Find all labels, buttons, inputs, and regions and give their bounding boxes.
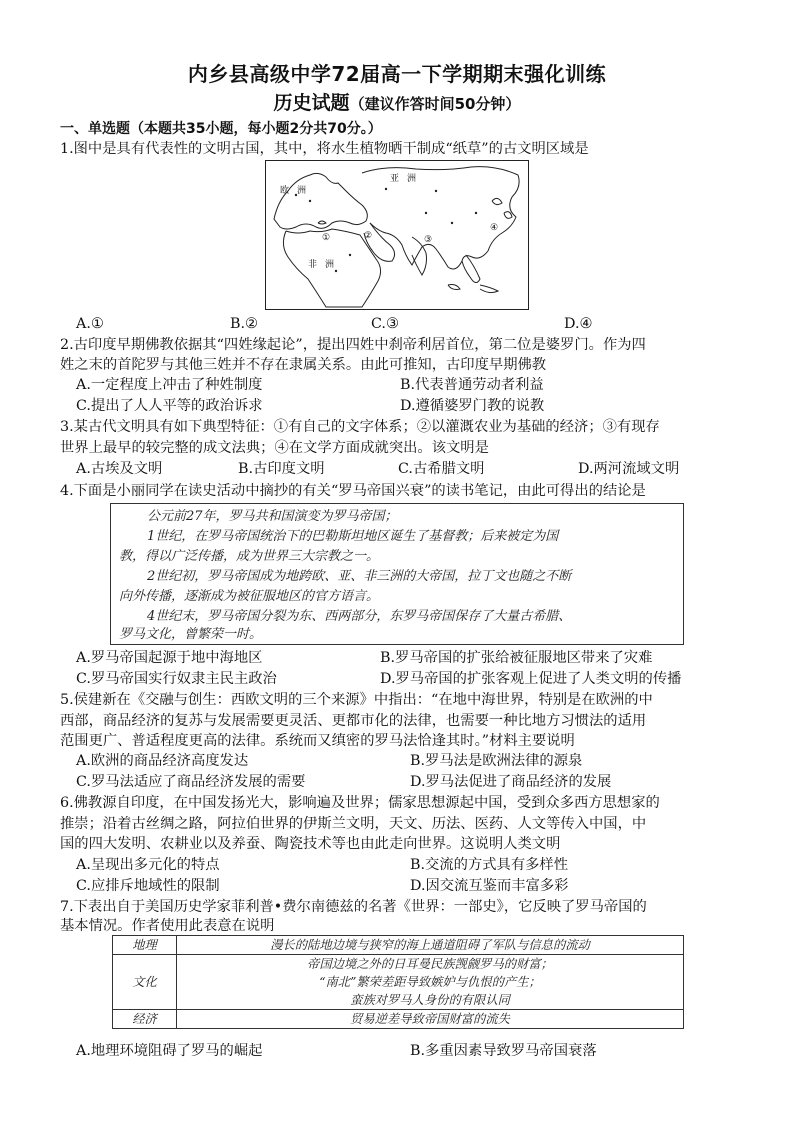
table-key-geography: 地理	[113, 936, 177, 955]
subject-title: 历史试题	[273, 92, 350, 114]
section-heading: 一、单选题（本题共35小题，每小题2分共70分。）	[60, 121, 382, 137]
table-key-economy: 经济	[113, 1010, 177, 1029]
q3-option-c[interactable]: C.古希腊文明	[398, 461, 485, 477]
exam-subtitle	[0, 88, 794, 115]
q4-quote-line1: 公元前27年，罗马共和国演变为罗马帝国；	[147, 509, 398, 524]
q4-quote-line5: 向外传播，逐渐成为被征服地区的官方语言。	[119, 589, 380, 604]
q2-option-d[interactable]: D.遵循婆罗门教的说教	[400, 398, 545, 414]
q2-stem-line1: 2.古印度早期佛教依据其“四姓缘起论”，提出四姓中刹帝利居首位，第二位是婆罗门。作为四	[60, 337, 646, 353]
q4-stem: 4.下面是小丽同学在读史活动中摘抄的有关“罗马帝国兴衰”的读书笔记，由此可得出的结论是	[60, 483, 646, 499]
q5-option-a[interactable]: A.欧洲的商品经济高度发达	[76, 753, 249, 769]
q5-option-c[interactable]: C.罗马法适应了商品经济发展的需要	[76, 774, 306, 790]
q7-table	[112, 935, 684, 1029]
q6-option-c[interactable]: C.应排斥地域性的限制	[76, 878, 220, 894]
q7-option-a[interactable]: A.地理环境阻碍了罗马的崛起	[76, 1043, 263, 1059]
q3-option-d[interactable]: D.两河流域文明	[578, 461, 680, 477]
q4-option-d[interactable]: D.罗马帝国的扩张客观上促进了人类文明的传播	[380, 671, 682, 687]
q4-option-b[interactable]: B.罗马帝国的扩张给被征服地区带来了灾难	[380, 650, 653, 666]
map-label-africa: 非洲	[308, 260, 343, 270]
q4-quote-line7: 罗马文化，曾繁荣一时。	[119, 627, 263, 642]
q4-option-c[interactable]: C.罗马帝国实行奴隶主民主政治	[76, 671, 277, 687]
map-marker-3: ③	[424, 235, 433, 245]
q2-option-a[interactable]: A.一定程度上冲击了种姓制度	[76, 377, 263, 393]
table-cell-line: 帝国边境之外的日耳曼民族觊觎罗马的财富；	[307, 957, 553, 971]
q2-option-c[interactable]: C.提出了人人平等的政治诉求	[76, 398, 263, 414]
table-row	[113, 936, 684, 955]
q5-stem-line3: 范围更广、普适程度更高的法律。系统而又缜密的罗马法恰逢其时。”材料主要说明	[60, 733, 575, 749]
q4-quote-box	[110, 503, 684, 645]
q6-option-a[interactable]: A.呈现出多元化的特点	[76, 857, 220, 873]
q1-option-d[interactable]: D.④	[564, 316, 593, 332]
map-label-europe: 欧洲	[280, 186, 315, 196]
q1-option-a[interactable]: A.①	[76, 316, 104, 332]
table-cell: 贸易逆差导致帝国财富的流失	[177, 1010, 684, 1029]
map-marker-2: ②	[364, 231, 373, 241]
q5-option-d[interactable]: D.罗马法促进了商品经济的发展	[410, 774, 612, 790]
q1-option-c[interactable]: C.③	[371, 316, 399, 332]
q5-option-b[interactable]: B.罗马法是欧洲法律的源泉	[410, 753, 583, 769]
q4-option-a[interactable]: A.罗马帝国起源于地中海地区	[76, 650, 263, 666]
table-row	[113, 1010, 684, 1029]
q2-stem-line2: 姓之末的首陀罗与其他三姓并不存在隶属关系。由此可推知，古印度早期佛教	[60, 357, 547, 373]
q7-option-b[interactable]: B.多重因素导致罗马帝国衰落	[410, 1043, 597, 1059]
map-marker-1: ①	[322, 233, 331, 243]
table-cell: 漫长的陆地边境与狭窄的海上通道阻碍了军队与信息的流动	[177, 936, 684, 955]
q6-option-b[interactable]: B.交流的方式具有多样性	[410, 857, 569, 873]
q6-stem-line2: 推崇；沿着古丝绸之路，阿拉伯世界的伊斯兰文明，天文、历法、医药、人文等传入中国，中	[60, 816, 647, 832]
q1-option-b[interactable]: B.②	[230, 316, 258, 332]
table-row	[113, 955, 684, 1010]
table-cell	[177, 955, 684, 1010]
table-cell-line: 蛮族对罗马人身份的有限认同	[350, 993, 510, 1007]
q4-quote-line4: 2世纪初，罗马帝国成为地跨欧、亚、非三洲的大帝国，拉丁文也随之不断	[147, 569, 572, 584]
q4-quote-line6: 4世纪末，罗马帝国分裂为东、西两部分，东罗马帝国保存了大量古希腊、	[147, 609, 572, 624]
q4-quote-line3: 教，得以广泛传播，成为世界三大宗教之一。	[119, 549, 380, 564]
map-label-asia: 亚洲	[390, 174, 425, 184]
q2-option-b[interactable]: B.代表普通劳动者利益	[400, 377, 544, 393]
exam-title: 内乡县高级中学72届高一下学期期末强化训练	[187, 62, 607, 86]
q3-option-a[interactable]: A.古埃及文明	[76, 461, 163, 477]
q3-option-b[interactable]: B.古印度文明	[238, 461, 325, 477]
world-map-figure	[265, 160, 529, 310]
q6-option-d[interactable]: D.因交流互鉴而丰富多彩	[410, 878, 569, 894]
table-key-culture: 文化	[113, 955, 177, 1010]
table-cell-line: “南北”繁荣差距导致嫉妒与仇恨的产生；	[319, 975, 541, 989]
q7-stem-line1: 7.下表出自于美国历史学家菲利普•费尔南德兹的名著《世界：一部史》，它反映了罗马帝国的	[60, 899, 647, 915]
q7-stem-line2: 基本情况。作者使用此表意在说明	[60, 918, 275, 934]
subject-note: （建议作答时间50分钟）	[349, 95, 521, 113]
q6-stem-line1: 6.佛教源自印度，在中国发扬光大，影响遍及世界；儒家思想源起中国，受到众多西方思想家的	[60, 795, 660, 811]
q1-stem: 1.图中是具有代表性的文明古国，其中，将水生植物晒干制成“纸草”的古文明区域是	[60, 141, 589, 157]
q6-stem-line3: 国的四大发明、农耕业以及养蚕、陶瓷技术等也由此走向世界。这说明人类文明	[60, 836, 561, 852]
q3-stem-line1: 3.某古代文明具有如下典型特征：①有自己的文字体系；②以灌溉农业为基础的经济；③有现存	[60, 419, 660, 435]
q3-stem-line2: 世界上最早的较完整的成文法典；④在文学方面成就突出。该文明是	[60, 440, 489, 456]
map-marker-4: ④	[490, 223, 499, 233]
q5-stem-line2: 西部，商品经济的复苏与发展需要更灵活、更都市化的法律，也需要一种比地方习惯法的适用	[60, 713, 647, 729]
q4-quote-line2: 1世纪，在罗马帝国统治下的巴勒斯坦地区诞生了基督教；后来被定为国	[147, 529, 559, 544]
q5-stem-line1: 5.侯建新在《交融与创生：西欧文明的三个来源》中指出：“在地中海世界，特别是在欧洲的中	[60, 692, 653, 708]
